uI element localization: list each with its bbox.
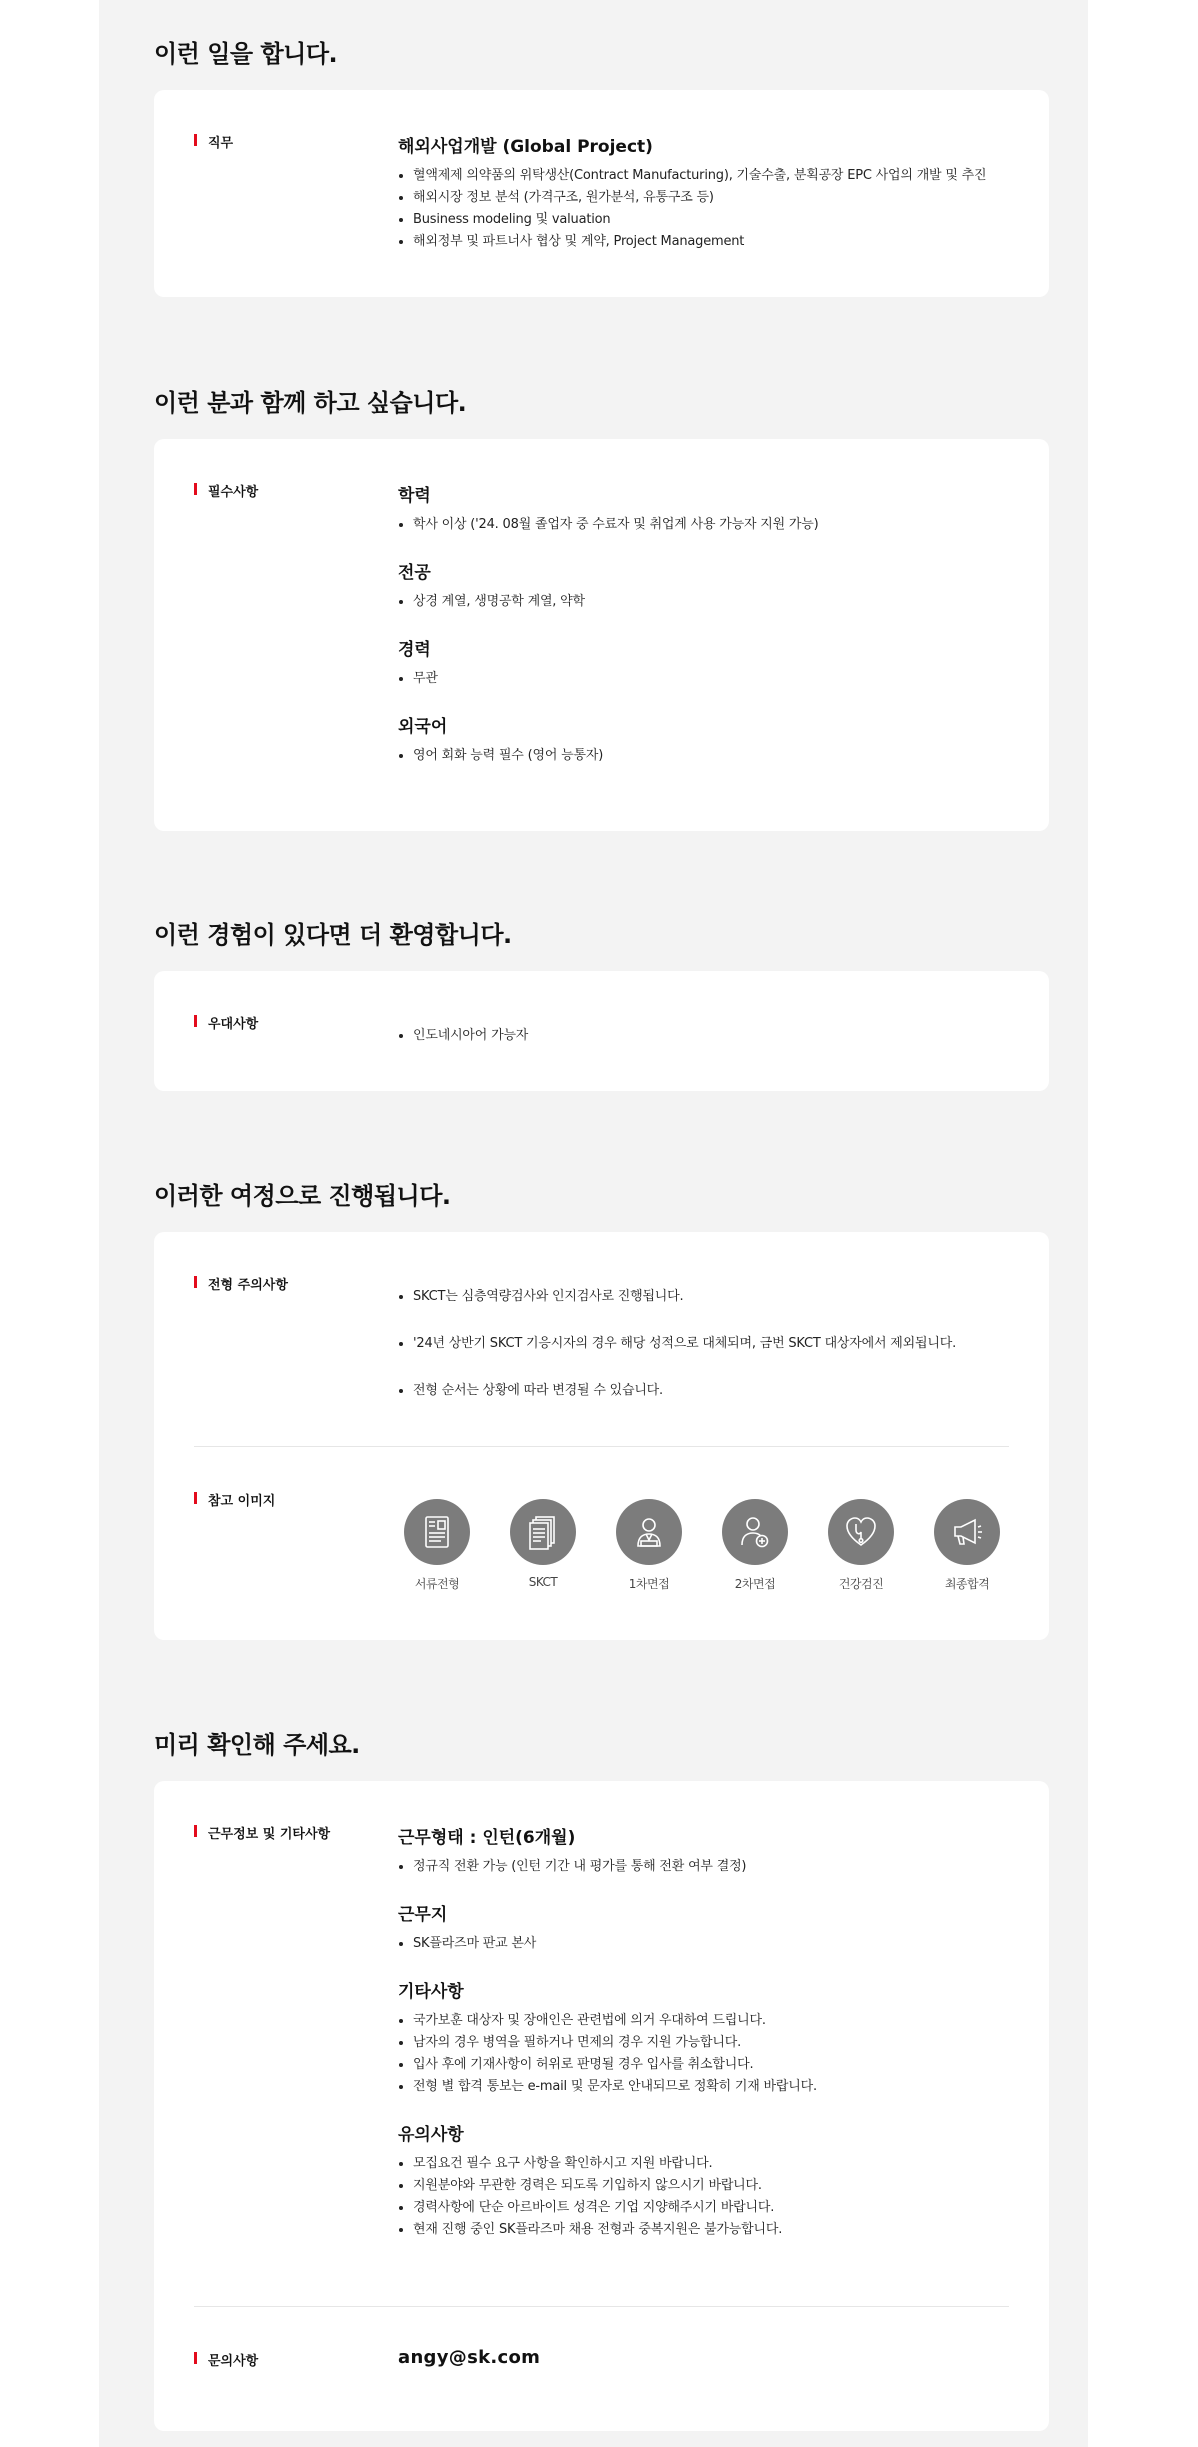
requirements-card <box>154 439 1049 831</box>
list-item: 영어 회화 능력 필수 (영어 능통자) <box>398 745 1008 767</box>
preferred-list <box>398 1025 1008 1047</box>
job-title: 해외사업개발 (Global Project) <box>398 137 653 157</box>
duties-card <box>154 90 1049 297</box>
employment-type-list <box>398 1856 1008 1878</box>
work-info-label: 근무정보 및 기타사항 <box>194 1823 330 1842</box>
list-item: 국가보훈 대상자 및 장애인은 관련법에 의거 우대하여 드립니다. <box>398 2010 1008 2032</box>
list-item: 모집요건 필수 요구 사항을 확인하시고 지원 바랍니다. <box>398 2153 1008 2175</box>
step-label: 2차면접 <box>734 1577 776 1591</box>
step-final-pass <box>934 1499 1000 1592</box>
divider <box>194 2306 1009 2307</box>
requirement-heading-education: 학력 <box>398 486 431 506</box>
process-card <box>154 1232 1049 1640</box>
process-notice-label: 전형 주의사항 <box>194 1274 288 1293</box>
notice-heading-employment-type: 근무형태 : 인턴(6개월) <box>398 1828 576 1848</box>
list-item: 남자의 경우 병역을 필하거나 면제의 경우 지원 가능합니다. <box>398 2032 1008 2054</box>
divider <box>194 1446 1009 1447</box>
list-item: 무관 <box>398 668 1008 690</box>
list-item: 전형 순서는 상황에 따라 변경될 수 있습니다. <box>398 1380 1008 1402</box>
step-label: 1차면접 <box>628 1577 670 1591</box>
notice-card <box>154 1781 1049 2431</box>
caution-list <box>398 2153 1008 2241</box>
other-list <box>398 2010 1008 2098</box>
major-list <box>398 591 1008 613</box>
step-label: SKCT <box>528 1575 558 1589</box>
notice-heading-workplace: 근무지 <box>398 1905 448 1925</box>
list-item: SK플라즈마 판교 본사 <box>398 1933 1008 1955</box>
step-label: 서류전형 <box>414 1577 460 1591</box>
duties-label: 직무 <box>194 132 233 151</box>
preferred-label: 우대사항 <box>194 1013 258 1032</box>
list-item: 정규직 전환 가능 (인턴 기간 내 평가를 통해 전환 여부 결정) <box>398 1856 1008 1878</box>
section-title-preferred: 이런 경험이 있다면 더 환영합니다. <box>154 921 512 949</box>
section-title-process: 이러한 여정으로 진행됩니다. <box>154 1182 451 1210</box>
interviewer-icon <box>616 1499 682 1565</box>
step-first-interview <box>616 1499 682 1592</box>
contact-email[interactable]: angy@sk.com <box>398 2347 541 2368</box>
list-item: 인도네시아어 가능자 <box>398 1025 1008 1047</box>
stethoscope-heart-icon <box>828 1499 894 1565</box>
requirements-label: 필수사항 <box>194 481 258 500</box>
list-item: 해외정부 및 파트너사 협상 및 계약, Project Management <box>398 231 1008 253</box>
requirement-heading-major: 전공 <box>398 563 431 583</box>
step-document-screening <box>404 1499 470 1592</box>
document-icon <box>404 1499 470 1565</box>
workplace-list <box>398 1933 1008 1955</box>
step-second-interview <box>722 1499 788 1592</box>
education-list <box>398 514 1008 536</box>
requirement-heading-experience: 경력 <box>398 640 431 660</box>
list-item: 학사 이상 ('24. 08월 졸업자 중 수료자 및 취업계 사용 가능자 지원 가능) <box>398 514 1008 536</box>
test-papers-icon <box>510 1499 576 1565</box>
list-item: 해외시장 정보 분석 (가격구조, 원가분석, 유통구조 등) <box>398 187 1008 209</box>
list-item: SKCT는 심층역량검사와 인지검사로 진행됩니다. <box>398 1286 1008 1308</box>
step-skct <box>510 1499 576 1592</box>
section-title-requirements: 이런 분과 함께 하고 싶습니다. <box>154 389 467 417</box>
contact-label: 문의사항 <box>194 2350 258 2369</box>
list-item: 전형 별 합격 통보는 e-mail 및 문자로 안내되므로 정확히 기재 바랍니다. <box>398 2076 1008 2098</box>
megaphone-icon <box>934 1499 1000 1565</box>
notice-heading-other: 기타사항 <box>398 1982 464 2002</box>
step-label: 최종합격 <box>944 1577 990 1591</box>
list-item: 혈액제제 의약품의 위탁생산(Contract Manufacturing), 기술수출, 분획공장 EPC 사업의 개발 및 추진 <box>398 165 1008 187</box>
language-list <box>398 745 1008 767</box>
reference-image-label: 참고 이미지 <box>194 1490 275 1509</box>
list-item: Business modeling 및 valuation <box>398 209 1008 231</box>
duties-list <box>398 165 1008 253</box>
job-posting-page <box>99 0 1088 2447</box>
step-label: 건강검진 <box>838 1577 884 1591</box>
list-item: 경력사항에 단순 아르바이트 성격은 기업 지양해주시기 바랍니다. <box>398 2197 1008 2219</box>
experience-list <box>398 668 1008 690</box>
process-notice-list <box>398 1286 1008 1402</box>
list-item: 현재 진행 중인 SK플라즈마 채용 전형과 중복지원은 불가능합니다. <box>398 2219 1008 2241</box>
list-item: 상경 계열, 생명공학 계열, 약학 <box>398 591 1008 613</box>
notice-heading-caution: 유의사항 <box>398 2125 464 2145</box>
interviewer-plus-icon <box>722 1499 788 1565</box>
section-title-notice: 미리 확인해 주세요. <box>154 1731 360 1759</box>
step-health-check <box>828 1499 894 1592</box>
requirement-heading-language: 외국어 <box>398 717 448 737</box>
preferred-card <box>154 971 1049 1091</box>
process-steps <box>404 1499 1000 1592</box>
list-item: 입사 후에 기재사항이 허위로 판명될 경우 입사를 취소합니다. <box>398 2054 1008 2076</box>
list-item: '24년 상반기 SKCT 기응시자의 경우 해당 성적으로 대체되며, 금번 SKCT 대상자에서 제외됩니다. <box>398 1333 1008 1355</box>
section-title-duties: 이런 일을 합니다. <box>154 40 338 68</box>
list-item: 지원분야와 무관한 경력은 되도록 기입하지 않으시기 바랍니다. <box>398 2175 1008 2197</box>
